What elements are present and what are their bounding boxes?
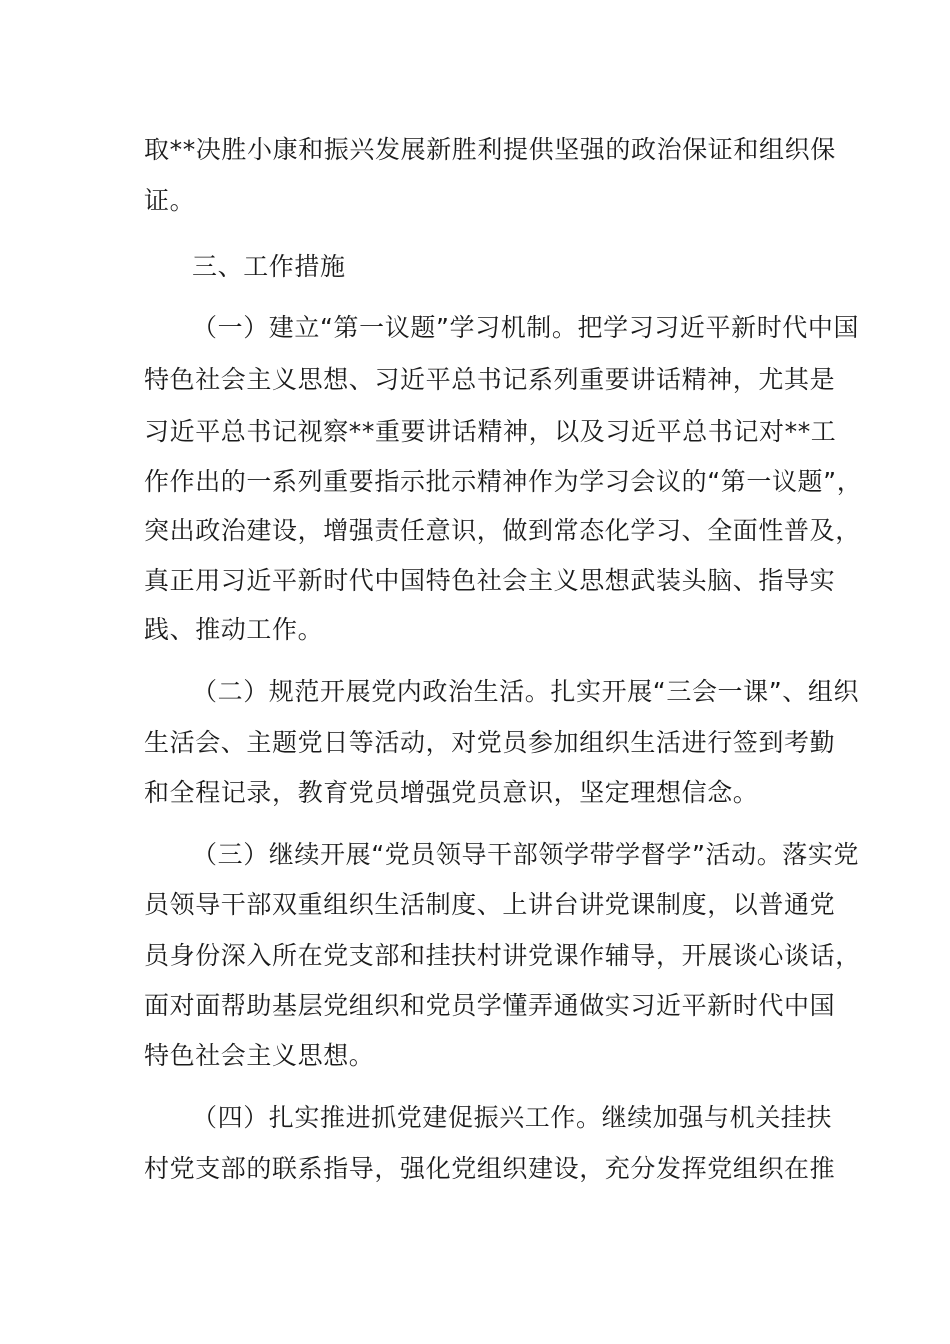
paragraph-line: 真正用习近平新时代中国特色社会主义思想武装头脑、指导实 [144, 566, 836, 595]
paragraph-line: 生活会、主题党日等活动，对党员参加组织生活进行签到考勤 [144, 728, 836, 757]
paragraph-line: 特色社会主义思想、习近平总书记系列重要讲话精神，尤其是 [144, 365, 836, 394]
paragraph-line: 取**决胜小康和振兴发展新胜利提供坚强的政治保证和组织保 [144, 135, 836, 164]
section-heading: 三、工作措施 [192, 252, 346, 281]
paragraph-line: （二）规范开展党内政治生活。扎实开展“三会一课”、组织 [192, 677, 860, 706]
paragraph-line: 员身份深入所在党支部和挂扶村讲党课作辅导，开展谈心谈话， [144, 941, 861, 970]
paragraph-line: 习近平总书记视察**重要讲话精神，以及习近平总书记对**工 [144, 417, 837, 446]
paragraph-line: 特色社会主义思想。 [144, 1041, 375, 1070]
paragraph-line: （一）建立“第一议题”学习机制。把学习习近平新时代中国 [192, 313, 860, 342]
paragraph-line: 和全程记录，教育党员增强党员意识，坚定理想信念。 [144, 778, 759, 807]
paragraph-line: 员领导干部双重组织生活制度、上讲台讲党课制度，以普通党 [144, 890, 836, 919]
paragraph-line: （三）继续开展“党员领导干部领学带学督学”活动。落实党 [192, 840, 860, 869]
paragraph-line: 突出政治建设，增强责任意识，做到常态化学习、全面性普及， [144, 516, 861, 545]
paragraph-line: 面对面帮助基层党组织和党员学懂弄通做实习近平新时代中国 [144, 991, 836, 1020]
paragraph-line: 村党支部的联系指导，强化党组织建设，充分发挥党组织在推 [144, 1154, 836, 1183]
paragraph-line: （四）扎实推进抓党建促振兴工作。继续加强与机关挂扶 [192, 1103, 833, 1132]
paragraph-line: 证。 [144, 186, 196, 215]
paragraph-line: 践、推动工作。 [144, 615, 324, 644]
paragraph-line: 作作出的一系列重要指示批示精神作为学习会议的“第一议题”， [144, 467, 863, 496]
